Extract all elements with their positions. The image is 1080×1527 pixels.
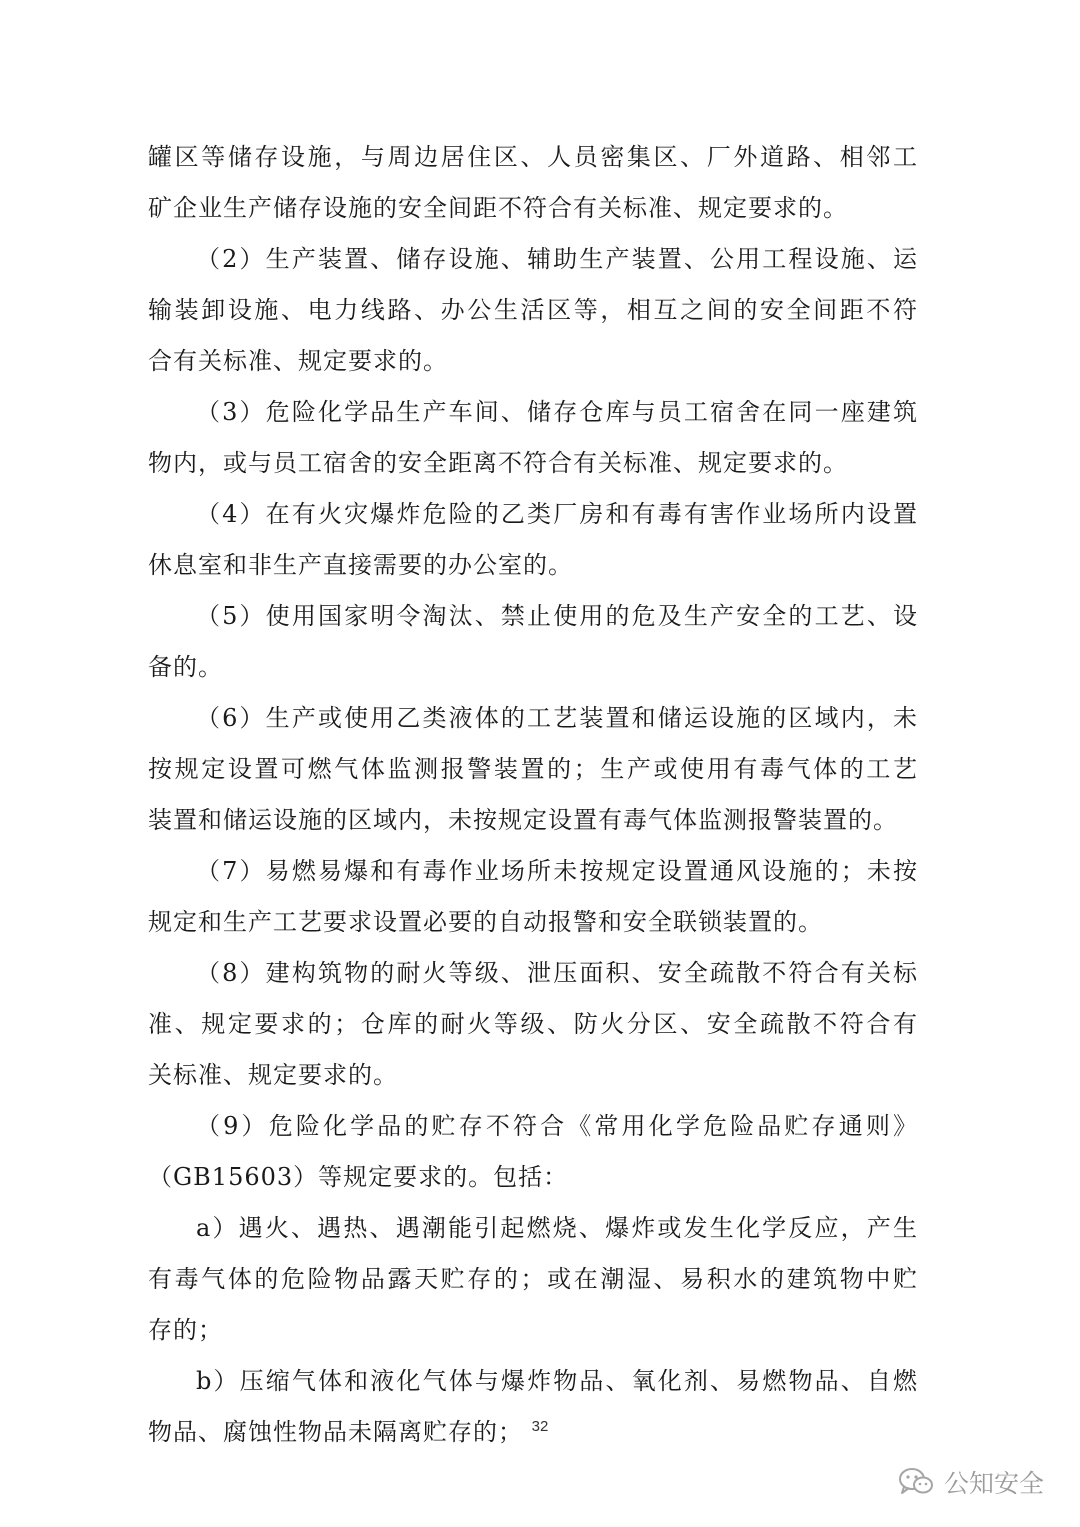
text-line: 按规定设置可燃气体监测报警装置的；生产或使用有毒气体的工艺 xyxy=(148,755,918,783)
text-line: （6）生产或使用乙类液体的工艺装置和储运设施的区域内，未 xyxy=(196,704,918,732)
text-line: 关标准、规定要求的。 xyxy=(148,1061,398,1089)
text-line: 存的； xyxy=(148,1316,223,1344)
wechat-icon xyxy=(898,1467,934,1497)
text-line: 物内，或与员工宿舍的安全距离不符合有关标准、规定要求的。 xyxy=(148,449,848,477)
text-line: 准、规定要求的；仓库的耐火等级、防火分区、安全疏散不符合有 xyxy=(148,1010,918,1038)
text-line: 休息室和非生产直接需要的办公室的。 xyxy=(148,551,573,579)
text-line: （2）生产装置、储存设施、辅助生产装置、公用工程设施、运 xyxy=(196,245,918,273)
text-line: （8）建构筑物的耐火等级、泄压面积、安全疏散不符合有关标 xyxy=(196,959,918,987)
text-line: （4）在有火灾爆炸危险的乙类厂房和有毒有害作业场所内设置 xyxy=(196,500,918,528)
text-line: 备的。 xyxy=(148,653,223,681)
text-line: b）压缩气体和液化气体与爆炸物品、氧化剂、易燃物品、自燃 xyxy=(196,1367,918,1395)
text-line: 罐区等储存设施，与周边居住区、人员密集区、厂外道路、相邻工 xyxy=(148,143,918,171)
body-text xyxy=(148,132,918,1458)
text-line: 矿企业生产储存设施的安全间距不符合有关标准、规定要求的。 xyxy=(148,194,848,222)
text-line: （3）危险化学品生产车间、储存仓库与员工宿舍在同一座建筑 xyxy=(196,398,918,426)
watermark xyxy=(898,1460,1044,1504)
text-line: 合有关标准、规定要求的。 xyxy=(148,347,448,375)
text-line: （GB15603）等规定要求的。包括： xyxy=(148,1163,569,1191)
text-line: 装置和储运设施的区域内，未按规定设置有毒气体监测报警装置的。 xyxy=(148,806,898,834)
text-line: 物品、腐蚀性物品未隔离贮存的； xyxy=(148,1418,523,1446)
text-line: 规定和生产工艺要求设置必要的自动报警和安全联锁装置的。 xyxy=(148,908,823,936)
text-line: 输装卸设施、电力线路、办公生活区等，相互之间的安全间距不符 xyxy=(148,296,918,324)
text-line: （7）易燃易爆和有毒作业场所未按规定设置通风设施的；未按 xyxy=(196,857,918,885)
page-number: 32 xyxy=(531,1418,549,1435)
text-line: 有毒气体的危险物品露天贮存的；或在潮湿、易积水的建筑物中贮 xyxy=(148,1265,918,1293)
watermark-text: 公知安全 xyxy=(944,1469,1045,1498)
text-line: （5）使用国家明令淘汰、禁止使用的危及生产安全的工艺、设 xyxy=(196,602,918,630)
text-line: a）遇火、遇热、遇潮能引起燃烧、爆炸或发生化学反应，产生 xyxy=(196,1214,918,1242)
text-line: （9）危险化学品的贮存不符合《常用化学危险品贮存通则》 xyxy=(196,1112,918,1140)
